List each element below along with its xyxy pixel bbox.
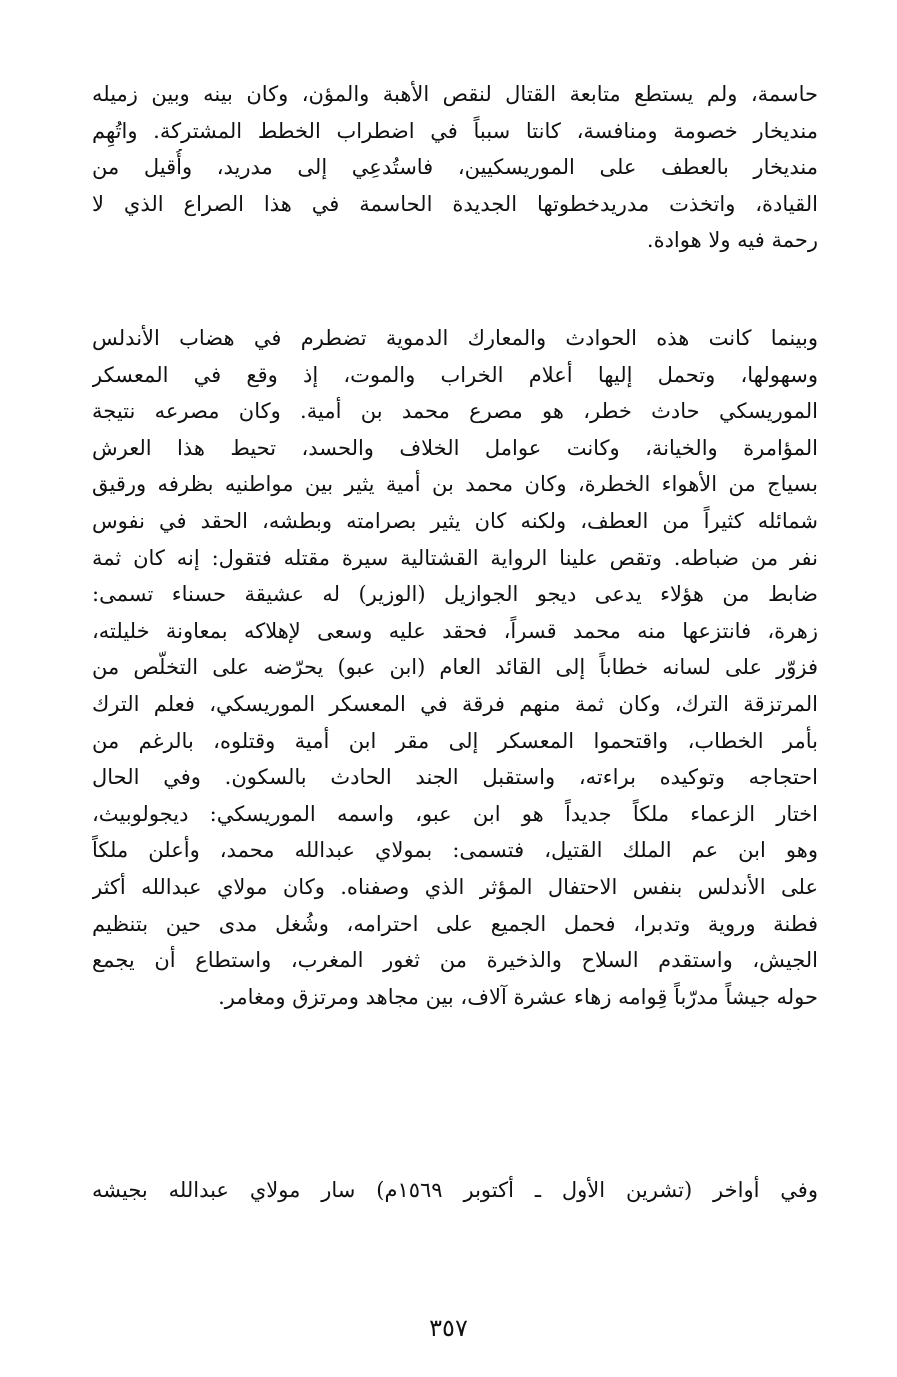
text-line: وهو ابن عم الملك القتيل، فتسمى: بمولاي عبدالله محمد، وأعلن ملكاً bbox=[92, 838, 818, 863]
text-line: اختار الزعماء ملكاً جديداً هو ابن عبو، واسمه الموريسكي: ديجولوبيث، bbox=[92, 801, 818, 826]
text-line: فطنة وروية وتدبرا، فحمل الجميع على احترامه، وشُغل مدى حين بتنظيم bbox=[92, 911, 818, 936]
text-line: القيادة، واتخذت مدريدخطوتها الجديدة الحاسمة في هذا الصراع الذي لا bbox=[92, 191, 818, 216]
text-line: وفي أواخر (تشرين الأول ـ أكتوبر ١٥٦٩م) سار مولاي عبدالله بجيشه bbox=[92, 1178, 818, 1202]
text-line: زهرة، فانتزعها منه محمد قسراً، فحقد عليه وسعى لإهلاكه بمعاونة خليلته، bbox=[92, 618, 818, 643]
text-line: ضابط من هؤلاء يدعى ديجو الجوازيل (الوزير) له عشيقة حسناء تسمى: bbox=[92, 582, 818, 607]
text-line: الجيش، واستقدم السلاح والذخيرة من ثغور المغرب، واستطاع أن يجمع bbox=[92, 948, 818, 973]
text-line: بسياج من الأهواء الخطرة، وكان محمد بن أمية يثير بين مواطنيه بظرفه ورقيق bbox=[92, 472, 818, 497]
text-line: وبينما كانت هذه الحوادث والمعارك الدموية تضطرم في هضاب الأندلس bbox=[92, 326, 818, 350]
text-line: على الأندلس بنفس الاحتفال المؤثر الذي وصفناه. وكان مولاي عبدالله أكثر bbox=[92, 874, 818, 899]
text-line: منديخار بالعطف على الموريسكيين، فاستُدعِي إلى مدريد، وأُقيل من bbox=[92, 155, 818, 180]
page-number: ٣٥٧ bbox=[429, 1314, 468, 1342]
text-line: نفر من ضباطه. وتقص علينا الرواية القشتالية سيرة مقتله فتقول: إنه كان ثمة bbox=[92, 545, 818, 570]
text-line: فزوّر على لسانه خطاباً إلى القائد العام (ابن عبو) يحرّضه على التخلّص من bbox=[92, 655, 818, 680]
paragraph-2 bbox=[92, 320, 818, 1015]
paragraph-3 bbox=[92, 1172, 818, 1209]
text-line: حاسمة، ولم يستطع متابعة القتال لنقص الأهبة والمؤن، وكان بينه وبين زميله bbox=[92, 82, 818, 106]
text-line: المرتزقة الترك، وكان ثمة منهم فرقة في المعسكر الموريسكي، فعلم الترك bbox=[92, 691, 818, 716]
text-line: بأمر الخطاب، واقتحموا المعسكر إلى مقر ابن أمية وقتلوه، بالرغم من bbox=[92, 728, 818, 753]
text-line: المؤامرة والخيانة، وكانت عوامل الخلاف والحسد، تحيط هذا العرش bbox=[92, 435, 818, 460]
text-line: احتجاجه وتوكيده براءته، واستقبل الجند الحادث بالسكون. وفي الحال bbox=[92, 765, 818, 790]
text-line: وسهولها، وتحمل إليها أعلام الخراب والموت، إذ وقع في المعسكر bbox=[92, 362, 818, 387]
text-line: الموريسكي حادث خطر، هو مصرع محمد بن أمية. وكان مصرعه نتيجة bbox=[92, 399, 818, 424]
text-line: شمائله كثيراً من العطف، ولكنه كان يثير بصرامته وبطشه، الحقد في نفوس bbox=[92, 508, 818, 533]
text-line: رحمة فيه ولا هوادة. bbox=[646, 228, 818, 253]
text-line: حوله جيشاً مدرّباً قِوامه زهاء عشرة آلاف، بين مجاهد ومرتزق ومغامر. bbox=[218, 984, 818, 1009]
text-line: منديخار خصومة ومنافسة، كانتا سبباً في اضطراب الخطط المشتركة. واتُهِم bbox=[92, 118, 818, 143]
paragraph-1 bbox=[92, 76, 818, 259]
